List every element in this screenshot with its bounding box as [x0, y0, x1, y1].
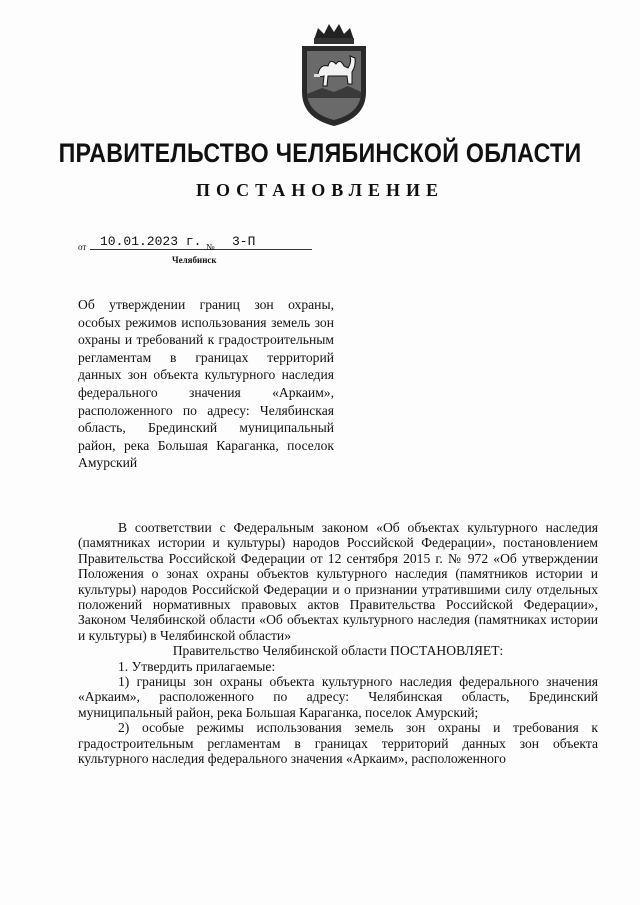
item-1-subitem-2: 2) особые режимы использования земель зон охраны и требования к градостроительным регламентам в границах территорий данных зон объекта культурного наследия федерального значения «Аркаим», расположенного — [78, 720, 598, 767]
item-1: 1. Утвердить прилагаемые: — [118, 658, 276, 674]
item-1-subitem-1: 1) границы зон охраны объекта культурного наследия федерального значения «Аркаим», расположенного по адресу: Челябинская область, Брединский муниципальный район, река Большая Караганка, поселок Амурский; — [78, 674, 598, 720]
resolves-line: Правительство Челябинской области ПОСТАНОВЛЯЕТ: — [172, 643, 504, 659]
document-type: ПОСТАНОВЛЕНИЕ — [195, 180, 445, 200]
organization-title: ПРАВИТЕЛЬСТВО ЧЕЛЯБИНСКОЙ ОБЛАСТИ — [58, 138, 582, 168]
document-date: 10.01.2023 г. — [90, 234, 220, 250]
document-number: 3-П — [220, 234, 312, 250]
city-label: Челябинск — [172, 255, 217, 265]
coat-of-arms-icon — [292, 22, 376, 128]
document-subject: Об утверждении границ зон охраны, особых режимов использования земель зон охраны и требований к градостроительным регламентам в границах территорий данных зон объекта культурного наследия федерального значения «Аркаим», расположенного по адресу: Челябинская область, Брединский муниципальный район, река Большая Караганка, поселок Амурский — [78, 297, 334, 471]
date-number-row — [78, 236, 318, 256]
date-prefix: от — [78, 242, 87, 252]
number-prefix: № — [206, 242, 215, 252]
preamble-paragraph: В соответствии с Федеральным законом «Об объектах культурного наследия (памятниках истории и культуры) народов Российской Федерации», постановлением Правительства Российской Федерации от 12 сентября 2015 г. № 972 «Об утверждении Положения о зонах охраны объектов культурного наследия (памятников истории и культуры) народов Российской Федерации и о признании утратившими силу отдельных положений нормативных правовых актов Правительства Российской Федерации», Законом Челябинской области «Об объектах культурного наследия (памятниках истории и культуры) в Челябинской области» — [78, 520, 598, 643]
document-body — [78, 520, 598, 767]
